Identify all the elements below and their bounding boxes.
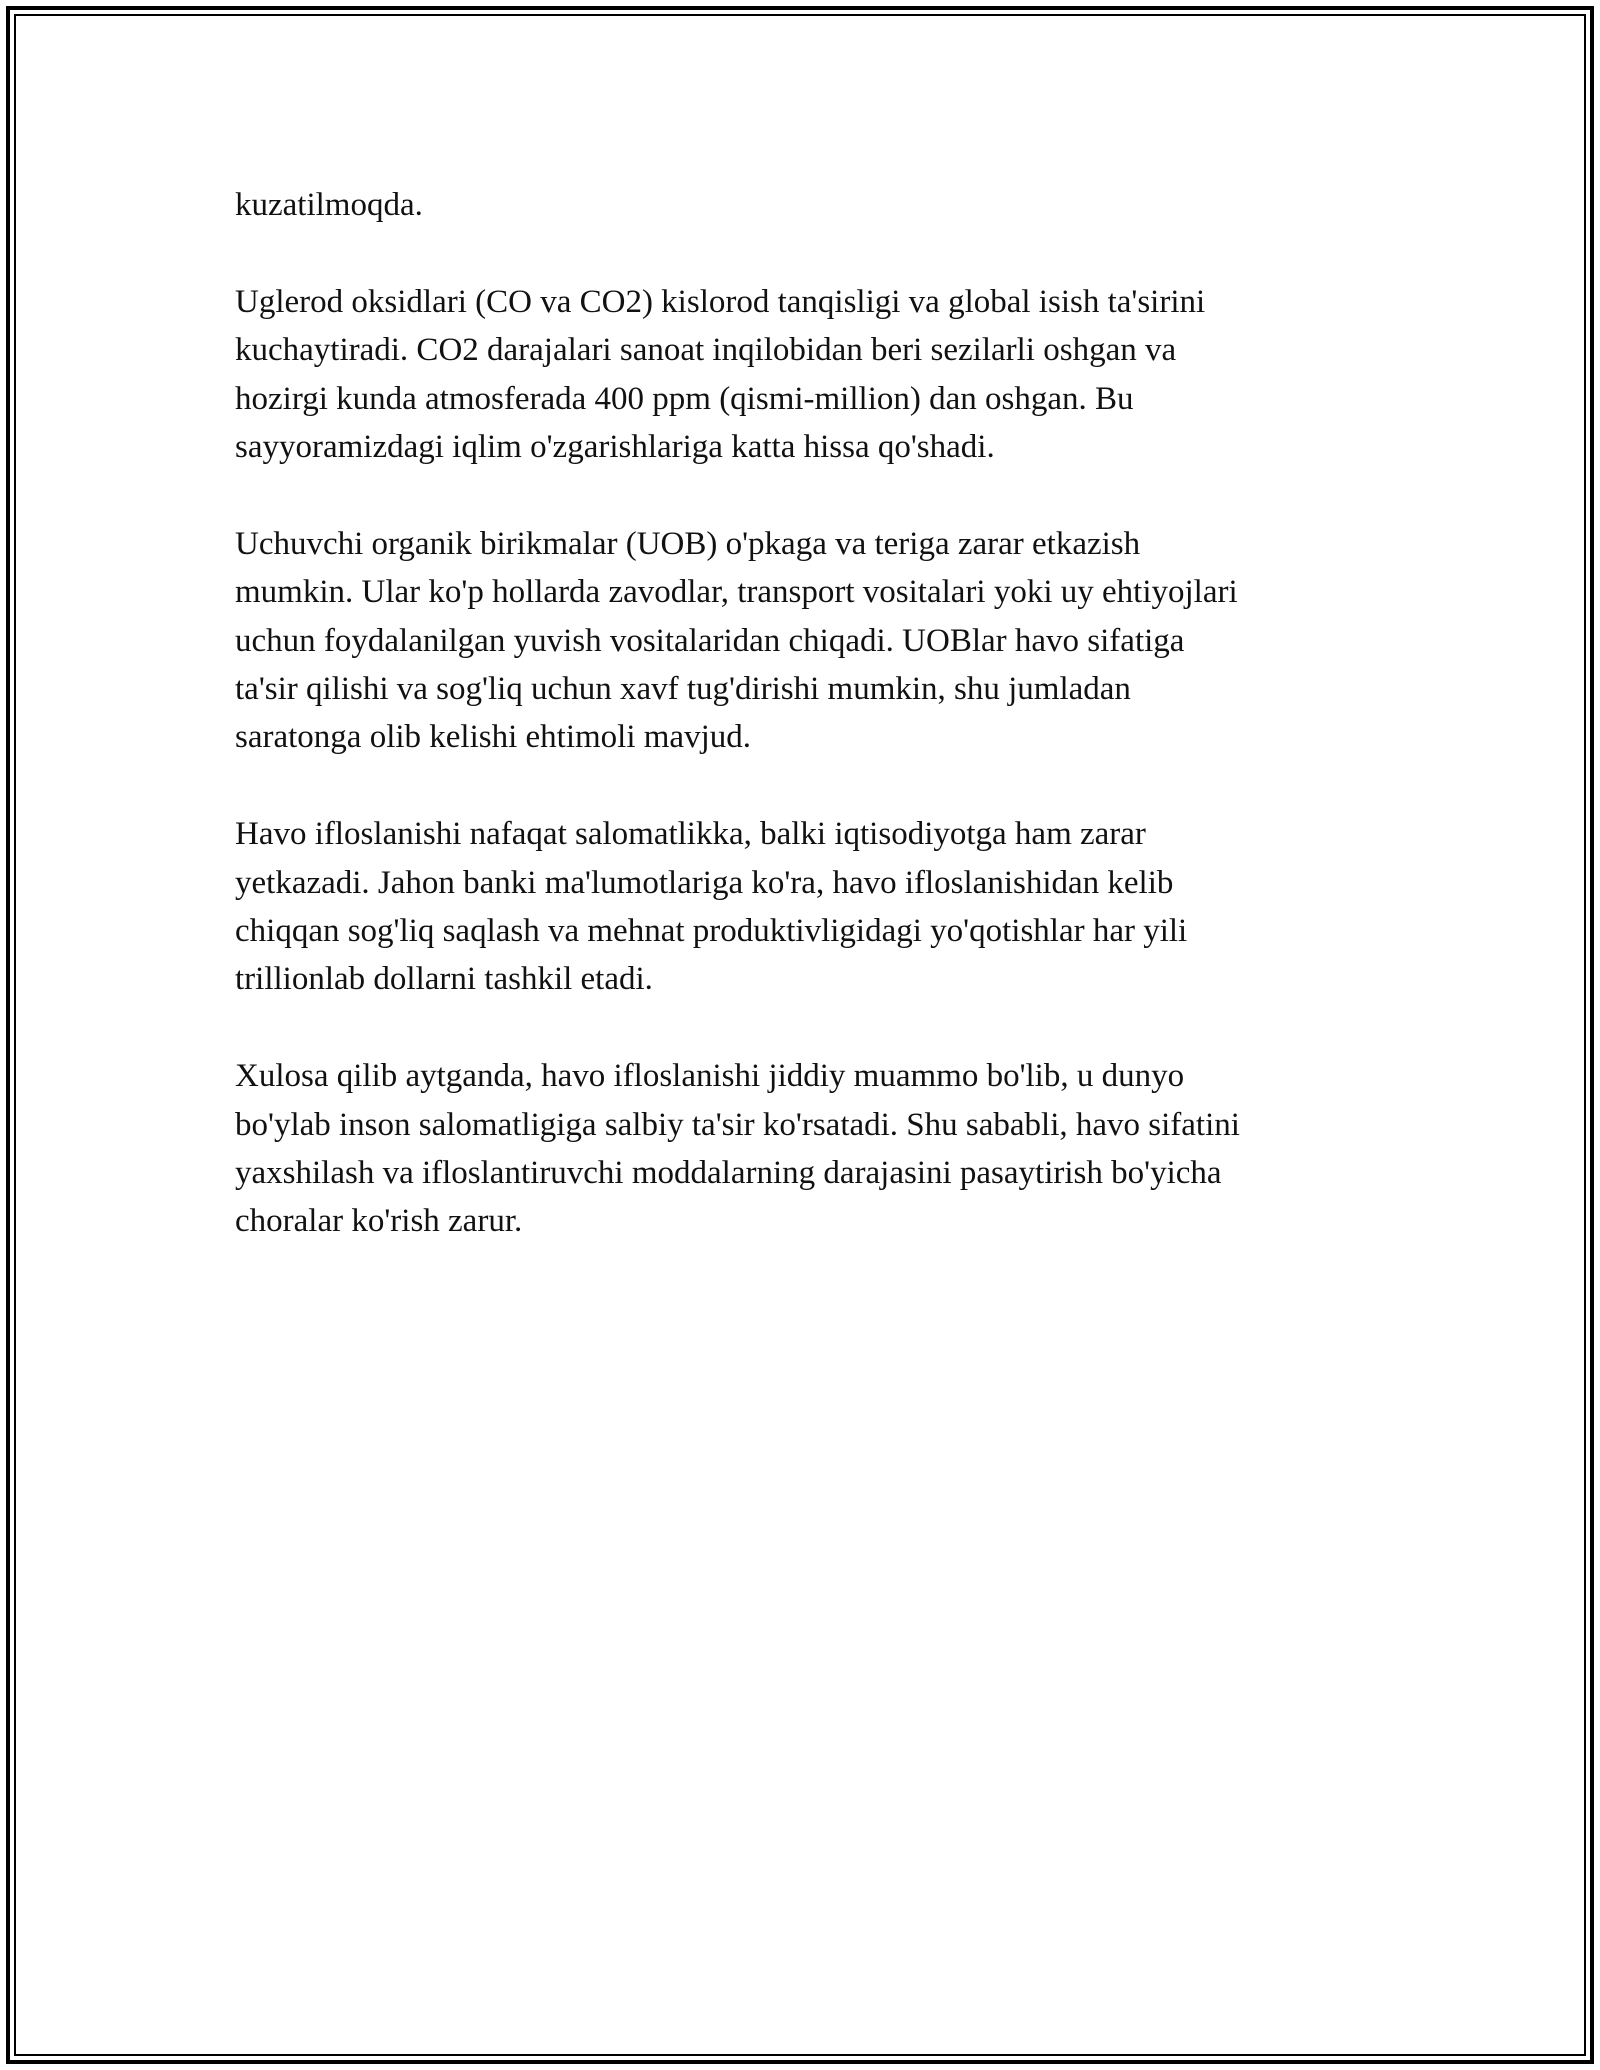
text-line: Havo ifloslanishi nafaqat salomatlikka, balki iqtisodiyotga ham zarar (235, 816, 1146, 853)
text-line: uchun foydalanilgan yuvish vositalaridan chiqadi. UOBlar havo sifatiga (235, 622, 1185, 659)
text-line: choralar ko'rish zarur. (235, 1203, 523, 1240)
text-line: Xulosa qilib aytganda, havo ifloslanishi jiddiy muammo bo'lib, u dunyo (235, 1058, 1185, 1095)
text-line: trillionlab dollarni tashkil etadi. (235, 961, 653, 998)
document-body (235, 181, 1375, 1294)
text-line: hozirgi kunda atmosferada 400 ppm (qismi-million) dan oshgan. Bu (235, 380, 1134, 417)
text-line: saratonga olib kelishi ehtimoli mavjud. (235, 719, 751, 756)
text-line: Uchuvchi organik birikmalar (UOB) o'pkaga va teriga zarar etkazish (235, 525, 1141, 562)
paragraph-4 (235, 810, 1375, 1004)
text-line: yetkazadi. Jahon banki ma'lumotlariga ko'ra, havo ifloslanishidan kelib (235, 864, 1174, 901)
text-line: kuchaytiradi. CO2 darajalari sanoat inqilobidan beri sezilarli oshgan va (235, 332, 1177, 369)
text-line: chiqqan sog'liq saqlash va mehnat produktivligidagi yo'qotishlar har yili (235, 913, 1188, 950)
text-line: bo'ylab inson salomatligiga salbiy ta'sir ko'rsatadi. Shu sababli, havo sifatini (235, 1106, 1240, 1143)
text-line: Uglerod oksidlari (CO va CO2) kislorod tanqisligi va global isish ta'sirini (235, 283, 1206, 320)
paragraph-5 (235, 1052, 1375, 1246)
paragraph-1 (235, 181, 1375, 229)
text-line: kuzatilmoqda. (235, 187, 423, 223)
text-line: mumkin. Ular ko'p hollarda zavodlar, transport vositalari yoki uy ehtiyojlari (235, 574, 1238, 611)
text-line: yaxshilash va ifloslantiruvchi moddalarning darajasini pasaytirish bo'yicha (235, 1155, 1222, 1192)
text-line: sayyoramizdagi iqlim o'zgarishlariga katta hissa qo'shadi. (235, 429, 995, 466)
paragraph-3 (235, 520, 1375, 762)
paragraph-2 (235, 278, 1375, 472)
text-line: ta'sir qilishi va sog'liq uchun xavf tug'dirishi mumkin, shu jumladan (235, 671, 1131, 708)
